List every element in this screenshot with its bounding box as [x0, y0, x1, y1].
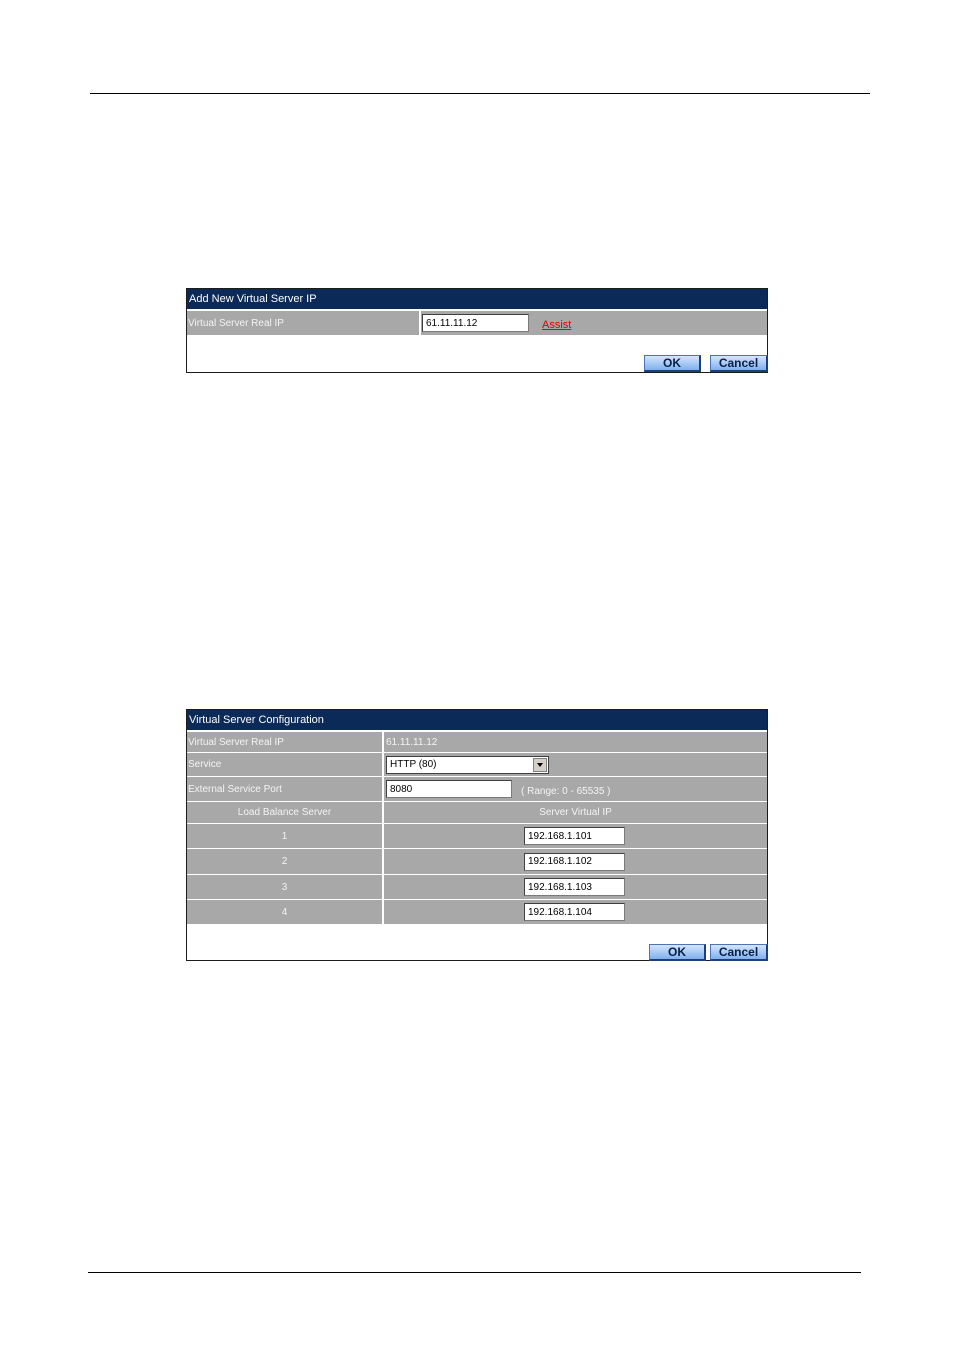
add-virtual-server-panel [186, 288, 768, 373]
real-ip-cell [421, 311, 767, 335]
table-row [187, 848, 767, 874]
server-number: 3 [187, 875, 384, 899]
assist-link[interactable]: Assist [542, 318, 572, 331]
ext-port-input[interactable] [386, 780, 512, 798]
table-header-row [187, 801, 767, 823]
panel-title: Virtual Server Configuration [187, 710, 767, 731]
column-header-virtual-ip: Server Virtual IP [539, 807, 612, 818]
server-ip-input[interactable] [524, 903, 625, 921]
service-label: Service [187, 753, 384, 776]
ok-button[interactable]: OK [644, 355, 701, 372]
chevron-down-icon[interactable] [533, 758, 547, 772]
real-ip-label: Virtual Server Real IP [187, 732, 384, 752]
ok-button[interactable]: OK [649, 944, 706, 961]
table-row [187, 823, 767, 848]
panel-title: Add New Virtual Server IP [187, 289, 767, 310]
real-ip-input[interactable] [422, 314, 529, 332]
server-number: 4 [187, 900, 384, 924]
ext-port-cell [384, 777, 611, 801]
panel-footer [187, 924, 767, 960]
real-ip-label: Virtual Server Real IP [187, 311, 421, 335]
virtual-server-config-panel [186, 709, 768, 961]
ext-port-row [187, 776, 767, 801]
table-row [187, 874, 767, 899]
footer-rule [88, 1272, 861, 1273]
panel-footer [187, 335, 767, 371]
service-select[interactable] [386, 756, 549, 774]
server-ip-input[interactable] [524, 853, 625, 871]
server-ip-cell [384, 875, 625, 899]
cancel-button[interactable]: Cancel [710, 355, 768, 372]
server-ip-cell [384, 900, 625, 924]
real-ip-row [187, 731, 767, 752]
cancel-button[interactable]: Cancel [710, 944, 768, 961]
server-ip-cell [384, 849, 625, 874]
server-ip-cell [384, 824, 625, 848]
service-row [187, 752, 767, 776]
real-ip-value: 61.11.11.12 [386, 736, 438, 748]
server-ip-input[interactable] [524, 878, 625, 896]
port-range-text: ( Range: 0 - 65535 ) [521, 785, 611, 797]
header-rule [90, 93, 870, 94]
table-row [187, 899, 767, 924]
ext-port-label: External Service Port [187, 777, 384, 801]
server-number: 1 [187, 824, 384, 848]
server-number: 2 [187, 849, 384, 874]
real-ip-row [187, 310, 767, 335]
service-selected-value: HTTP (80) [390, 759, 437, 770]
service-cell [384, 753, 549, 776]
column-header-lb-server: Load Balance Server [187, 802, 384, 823]
server-ip-input[interactable] [524, 827, 625, 845]
